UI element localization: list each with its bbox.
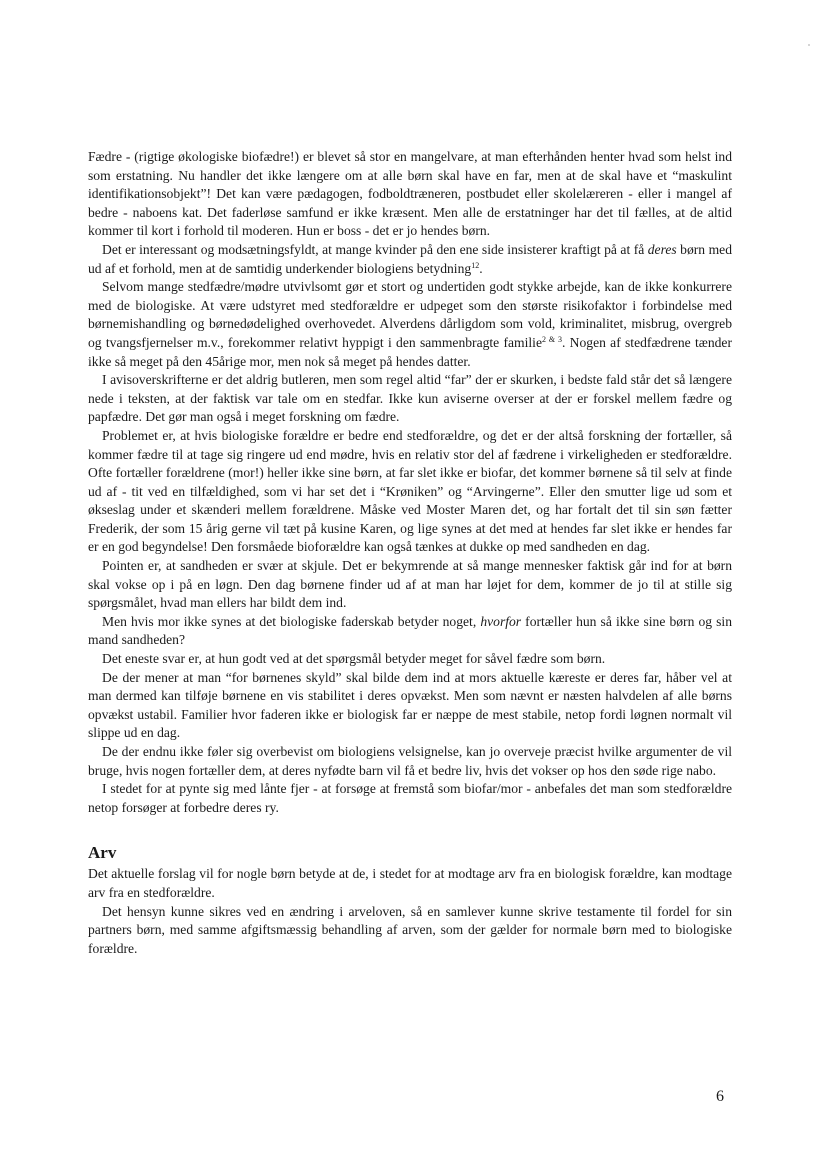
section-heading-arv: Arv	[88, 843, 117, 863]
paragraph-11: I stedet for at pynte sig med lånte fjer - at forsøge at fremstå som biofar/mor - anbefales det man som stedforældre netop forsøger at forbedre deres ry.	[88, 781, 732, 815]
section-arv-body	[88, 865, 732, 958]
paragraph-2: Det er interessant og modsætningsfyldt, at mange kvinder på den ene side insisterer kraftigt på at få deres børn med ud af et forhold, men at de samtidig underkender biologiens betydning$^{12}$.	[88, 241, 732, 276]
paragraph-arv-2: Det hensyn kunne sikres ved en ændring i arveloven, så en samlever kunne skrive testamente til fordel for sin partners børn, med samme afgiftsmæssig behandling af arven, som der gælder for normale børn med to biologiske forældre.	[88, 903, 732, 956]
section-body	[88, 148, 732, 817]
paragraph-3: Selvom mange stedfædre/mødre utvivlsomt gør et stort og undertiden godt stykke arbejde, kan de ikke konkurrere med de biologiske. At være udstyret med stedforældre er udpeget som den største risikofaktor i forbindelse med børnemishandling og børnedødelighed overhovedet. Alverdens dårligdom som vold, kriminalitet, misbrug, overgreb og tvangsfjernelser m.v., forekommer relativt hyppigt i den sammenbragte familie$^{2 \& 3}$. Nogen af stedfædrene tænder ikke så meget på den 45årige mor, men nok så meget på hendes datter.	[88, 279, 732, 369]
paragraph-1: Fædre - (rigtige økologiske biofædre!) er blevet så stor en mangelvare, at man efterhånden henter hvad som helst ind som erstatning. Nu handler det ikke længere om at alle børn skal have en far, men at de skal have et “maskulint identifikationsobjekt”! Det kan være pædagogen, fodboldtræneren, postbudet eller skolelæreren - eller i mangel af bedre - naboens kat. Det faderløse samfund er ikke kræsent. Men alle de erstatninger har det til fælles, at de altid kommer til kort i forhold til moderen. Hun er boss - det er jo hendes børn.	[88, 149, 732, 239]
page-number: 6	[716, 1088, 724, 1105]
footnote-ref: 2 & 3	[542, 334, 562, 344]
paragraph-9: De der mener at man “for børnenes skyld” skal bilde dem ind at mors aktuelle kæreste er deres far, håber vel at man dermed kan tilføje børnene en vis stabilitet i deres opvækst. Men som nævnt er næsten halvdelen af alle børns opvækst ustabil. Familier hvor faderen ikke er biologisk far er næppe de mest stabile, netop fordi løgnen normalt vil slippe ud en dag.	[88, 669, 732, 741]
paragraph-4: I avisoverskrifterne er det aldrig butleren, men som regel altid “far” der er skurken, i bedste fald står det så længere nede i teksten, at der faktisk var tale om en stedfar. Ikke kun aviserne overser at der er forskel mellem fædre og papfædre. Det gør man også i meget forskning om fædre.	[88, 372, 732, 425]
paragraph-6: Pointen er, at sandheden er svær at skjule. Det er bekymrende at så mange mennesker faktisk går ind for at børn skal vokse op i på en løgn. Den dag børnene finder ud af at man har løjet for dem, kommer de jo til at stille sig spørgsmålet, hvad man ellers har bildt dem ind.	[88, 558, 732, 611]
scan-speck	[808, 44, 810, 46]
paragraph-7: Men hvis mor ikke synes at det biologiske faderskab betyder noget, hvorfor fortæller hun så ikke sine børn og sin mand sandheden?	[88, 613, 732, 648]
footnote-ref: 12	[471, 260, 480, 270]
paragraph-8: Det eneste svar er, at hun godt ved at det spørgsmål betyder meget for såvel fædre som børn.	[102, 651, 606, 667]
paragraph-5: Problemet er, at hvis biologiske forældre er bedre end stedforældre, og det er der altså forskning der fortæller, så kommer fædre til at tage sig ringere ud end mødre, hvis en relativ stor del af fædrene i virkeligheden er stedforældre. Ofte fortæller forældrene (mor!) heller ikke sine børn, at far slet ikke er biofar, det kommer børnene så til selv at finde ud af - tit ved en tilfældighed, som vi har set det i “Krøniken” og “Arvingerne”. Eller den smutter lige ud som et økseslag under et skænderi mellem forældrene. Måske ved Moster Maren det, og har fortalt det til sin søn fætter Frederik, der som 15 årig gerne vil tæt på kusine Karen, og lige synes at det med at hendes far slet ikke er hendes far er en god begyndelse! Den forsmåede bioforældre kan også tænkes at dukke op med sandheden en dag.	[88, 427, 732, 555]
paragraph-10: De der endnu ikke føler sig overbevist om biologiens velsignelse, kan jo overveje præcist hvilke argumenter de vil bruge, hvis nogen fortæller dem, at deres nyfødte barn vil få et bedre liv, hvis det vokser op hos den søde rige nabo.	[88, 744, 732, 778]
document-page	[88, 148, 732, 958]
paragraph-arv-1: Det aktuelle forslag vil for nogle børn betyde at de, i stedet for at modtage arv fra en biologisk forældre, kan modtage arv fra en stedforældre.	[88, 866, 732, 900]
